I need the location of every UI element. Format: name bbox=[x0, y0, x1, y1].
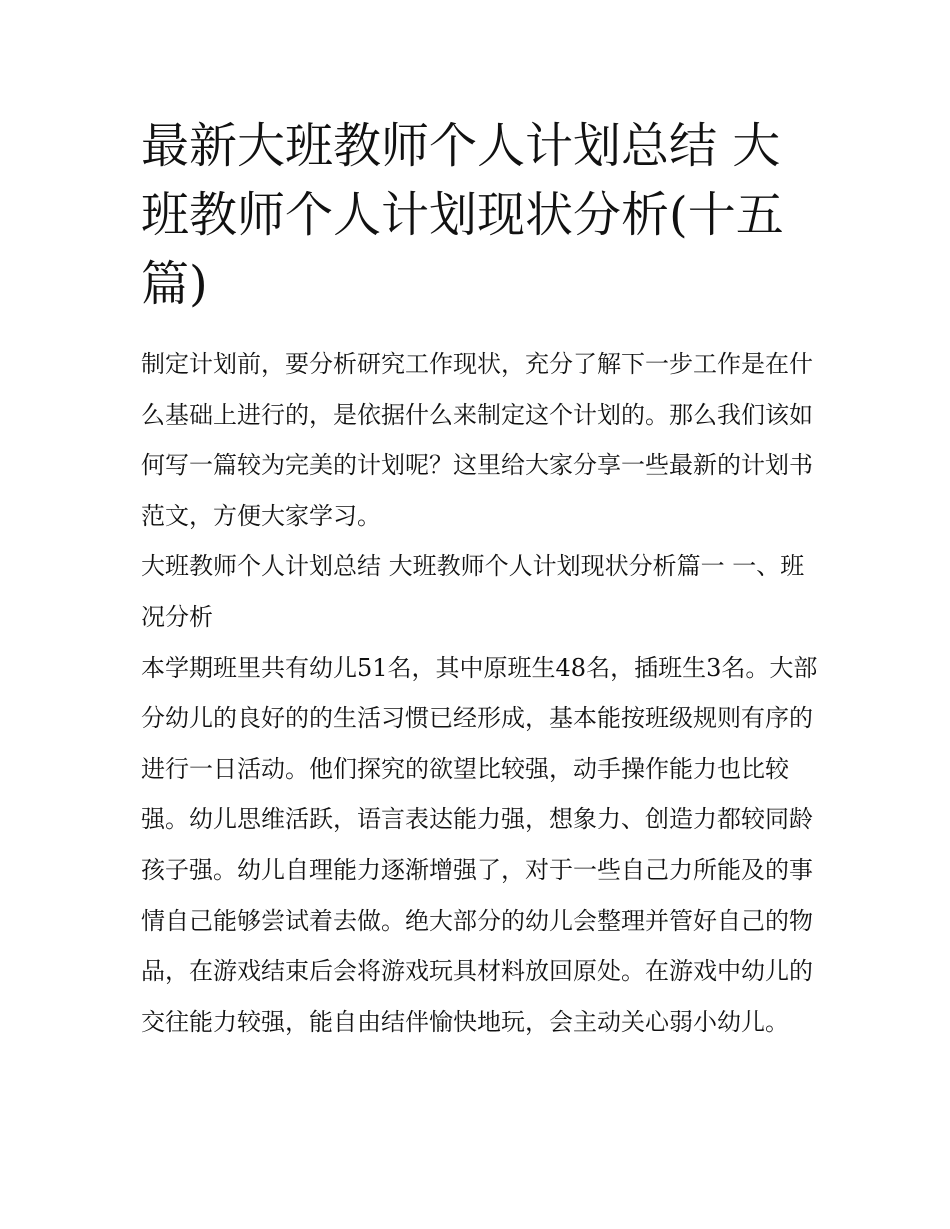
document-title: 最新大班教师个人计划总结 大班教师个人计划现状分析(十五篇) bbox=[141, 118, 784, 312]
section-heading: 大班教师个人计划总结 大班教师个人计划现状分析篇一 一、班况分析 bbox=[141, 552, 805, 631]
body-paragraph: 本学期班里共有幼儿51名，其中原班生48名，插班生3名。大部分幼儿的良好的的生活习惯已经形成，基本能按班级规则有序的进行一日活动。他们探究的欲望比较强，动手操作能力也比较强。幼儿思维活跃，语言表达能力强，想象力、创造力都较同龄孩子强。幼儿自理能力逐渐增强了，对于一些自己力所能及的事情自己能够尝试着去做。绝大部分的幼儿会整理并管好自己的物品，在游戏结束后会将游戏玩具材料放回原处。在游戏中幼儿的交往能力较强，能自由结伴愉快地玩，会主动关心弱小幼儿。 bbox=[141, 653, 818, 1036]
intro-paragraph: 制定计划前，要分析研究工作现状，充分了解下一步工作是在什么基础上进行的，是依据什么来制定这个计划的。那么我们该如何写一篇较为完美的计划呢？这里给大家分享一些最新的计划书范文，方便大家学习。 bbox=[141, 350, 813, 530]
document-content bbox=[141, 112, 821, 1047]
